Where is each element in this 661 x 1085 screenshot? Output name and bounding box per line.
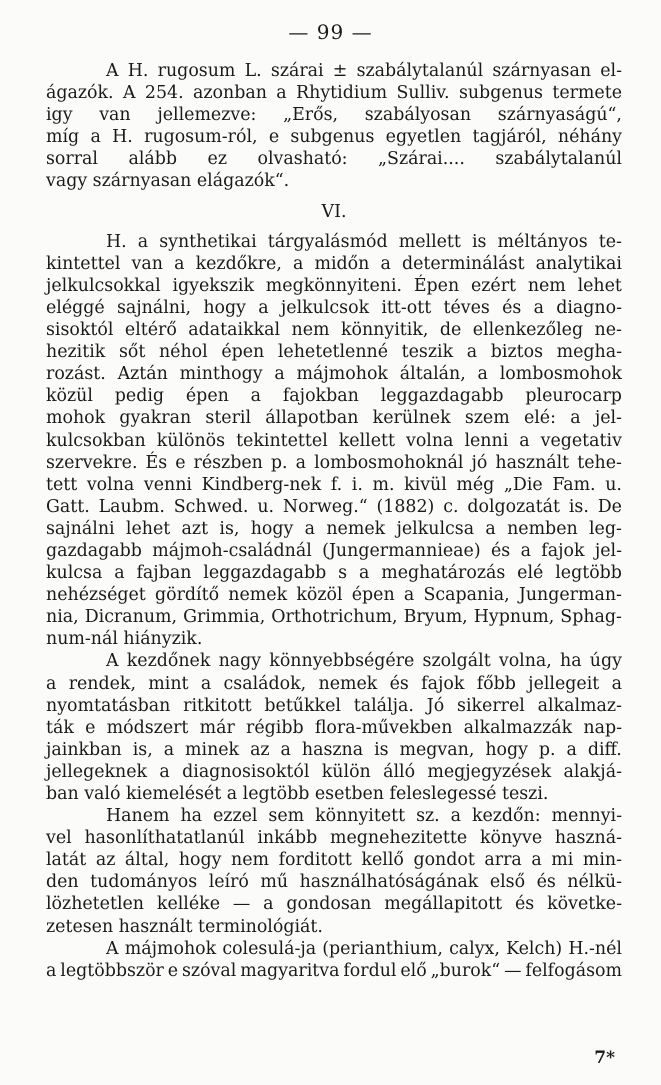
text-line: jellegeknek a diagnosisoktól külön álló megjegyzések alakjá- <box>46 761 622 782</box>
text-line: rozást. Aztán minthogy a májmohok általán, a lombosmohok <box>46 364 622 385</box>
printer-signature-mark: 7* <box>594 1048 615 1068</box>
text-line: sajnálni lehet azt is, hogy a nemek jelkulcsa a nemben leg- <box>46 518 622 539</box>
text-line: ban való kiemelését a legtöbb esetben feleslegessé teszi. <box>46 784 549 804</box>
text-line: ták e módszert már régibb flora-művekben alkalmazzák nap- <box>46 717 622 738</box>
text-line: kulcsa a fajban leggazdagabb s a meghatározás elé legtöbb <box>46 563 622 584</box>
text-line: Hanem ha ezzel sem könnyitett sz. a kezdőn: mennyi- <box>106 806 622 827</box>
text-line: gazdagabb májmoh-családnál (Jungermannieae) és a fajok jel- <box>46 540 622 561</box>
text-line: A májmohok colesulá-ja (perianthium, calyx, Kelch) H.-nél <box>106 938 622 959</box>
text-line: jelkulcsokkal igyekszik megkönnyiteni. Épen ezért nem lehet <box>46 275 622 296</box>
text-line: eléggé sajnálni, hogy a jelkulcsok itt-ott téves és a diagno- <box>46 297 622 318</box>
text-line: nia, Dicranum, Grimmia, Orthotrichum, Bryum, Hypnum, Sphag- <box>46 607 622 628</box>
text-line: nyomtatásban ritkitott betűkkel találja. Jó sikerrel alkalmaz- <box>46 695 622 716</box>
text-line: zetesen használt terminológiát. <box>46 916 323 937</box>
text-line: a legtöbbször e szóval magyaritva fordul elő „burok“ — felfogásom <box>46 960 622 981</box>
text-line: közül pedig épen a fajokban leggazdagabb pleurocarp <box>46 386 622 407</box>
page-number: — 99 — <box>288 20 373 44</box>
text-line: A H. rugosum L. szárai ± szabálytalanúl szárnyasan el- <box>106 61 622 81</box>
text-line: hezitik sőt néhol épen lehetetlenné teszik a biztos megha- <box>46 342 622 363</box>
text-line: A kezdőnek nagy könnyebbségére szolgált volna, ha úgy <box>106 651 622 672</box>
text-line: ágazók. A 254. azonban a Rhytidium Sulliv. subgenus termete <box>46 83 622 104</box>
text-line: Gatt. Laubm. Schwed. u. Norweg.“ (1882) c. dolgozatát is. De <box>46 496 622 517</box>
text-line: latát az által, hogy nem forditott kellő gondot arra a mi min- <box>46 850 622 871</box>
text-line: lözhetetlen kelléke — a gondosan megállapitott és követke- <box>46 894 622 915</box>
text-line: vel hasonlíthatatlanúl inkább megnehezitette könyve haszná- <box>46 828 622 849</box>
text-line: nehézséget gördítő nemek közöl épen a Scapania, Jungerman- <box>46 585 622 606</box>
text-line: vagy szárnyasan elágazók“. <box>46 171 290 192</box>
text-line: mohok gyakran steril állapotban kerülnek szem elé: a jel- <box>46 408 622 429</box>
text-line: míg a H. rugosum-ról, e subgenus egyetlen tagjáról, néhány <box>46 127 622 148</box>
body-text <box>46 60 622 982</box>
text-line: kintettel van a kezdőkre, a midőn a determinálást analytikai <box>46 253 622 274</box>
text-line: kulcsokban különös tekintettel kellett volna lenni a vegetativ <box>46 430 622 451</box>
text-line: num-nál hiányzik. <box>46 629 203 650</box>
text-line: tett volna venni Kindberg-nek f. i. m. kivül még „Die Fam. u. <box>46 474 622 495</box>
section-heading: VI. <box>321 201 347 222</box>
text-line: sisoktól eltérő adataikkal nem könnyitik, de ellenkezőleg ne- <box>46 320 622 341</box>
text-line: sorral alább ez olvasható: „Szárai.... szabálytalanúl <box>46 149 622 170</box>
text-line: den tudományos leíró mű használhatóságának első és nélkü- <box>46 872 622 893</box>
text-line: a rendek, mint a családok, nemek és fajok főbb jellegeit a <box>46 673 622 694</box>
text-line: H. a synthetikai tárgyalásmód mellett is méltányos te- <box>106 231 622 252</box>
text-line: igy van jellemezve: „Erős, szabályosan szárnyaságú“, <box>46 105 622 126</box>
text-line: szervekre. És e részben p. a lombosmohoknál jó használt tehe- <box>46 452 622 473</box>
text-line: jainkban is, a minek az a haszna is megvan, hogy p. a diff. <box>46 739 622 760</box>
